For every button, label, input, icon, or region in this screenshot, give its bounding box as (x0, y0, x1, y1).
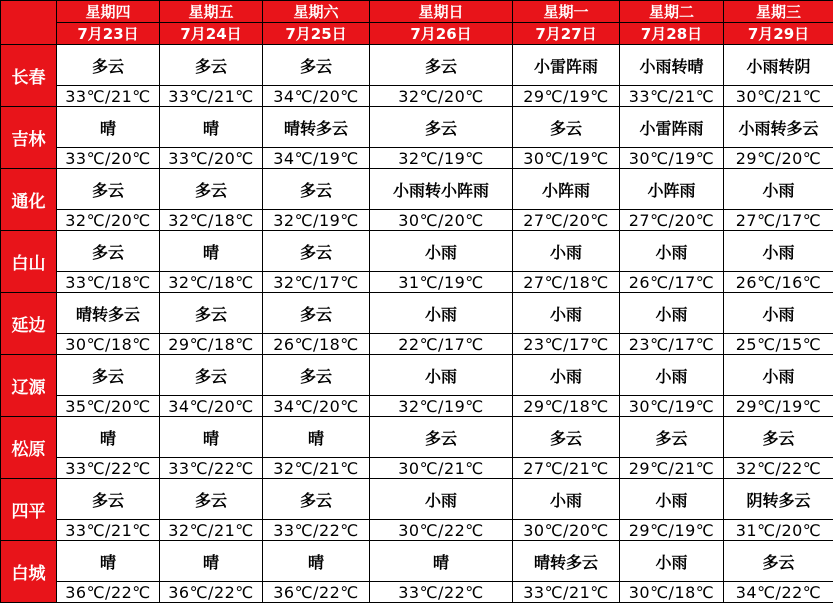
city-temp-row (1, 148, 833, 169)
temperature-cell: 33℃/21℃ (57, 86, 160, 107)
weather-cell: 多云 (160, 45, 263, 86)
city-name: 白山 (1, 231, 57, 293)
weather-cell: 小雨转晴 (620, 45, 724, 86)
temperature-cell: 33℃/20℃ (57, 148, 160, 169)
weather-cell: 多云 (724, 541, 833, 582)
temperature-cell: 32℃/18℃ (160, 210, 263, 231)
city-weather-row (1, 231, 833, 272)
weather-cell: 多云 (160, 293, 263, 334)
weather-cell: 晴 (160, 231, 263, 272)
temperature-cell: 27℃/18℃ (513, 272, 620, 293)
temperature-cell: 36℃/22℃ (160, 582, 263, 603)
city-temp-row (1, 272, 833, 293)
weather-cell: 小雨 (620, 541, 724, 582)
temperature-cell: 29℃/18℃ (513, 396, 620, 417)
temperature-cell: 34℃/22℃ (724, 582, 833, 603)
weekday-header: 星期六 (263, 1, 370, 23)
weather-cell: 阴转多云 (724, 479, 833, 520)
temperature-cell: 36℃/22℃ (263, 582, 370, 603)
weather-cell: 小雷阵雨 (513, 45, 620, 86)
city-name: 辽源 (1, 355, 57, 417)
weather-cell: 多云 (724, 417, 833, 458)
weather-cell: 小雨 (724, 355, 833, 396)
weather-cell: 晴转多云 (57, 293, 160, 334)
temperature-cell: 32℃/20℃ (370, 86, 513, 107)
weather-cell: 小阵雨 (513, 169, 620, 210)
weather-cell: 晴转多云 (513, 541, 620, 582)
city-weather-row (1, 541, 833, 582)
temperature-cell: 32℃/17℃ (263, 272, 370, 293)
temperature-cell: 29℃/21℃ (620, 458, 724, 479)
weekday-header: 星期五 (160, 1, 263, 23)
temperature-cell: 33℃/22℃ (370, 582, 513, 603)
temperature-cell: 31℃/20℃ (724, 520, 833, 541)
temperature-cell: 27℃/20℃ (620, 210, 724, 231)
temperature-cell: 27℃/17℃ (724, 210, 833, 231)
temperature-cell: 29℃/19℃ (513, 86, 620, 107)
weather-cell: 多云 (263, 169, 370, 210)
temperature-cell: 29℃/19℃ (620, 520, 724, 541)
city-temp-row (1, 458, 833, 479)
weather-cell: 晴 (263, 417, 370, 458)
weekday-header: 星期三 (724, 1, 833, 23)
weather-cell: 小雨 (620, 293, 724, 334)
weather-cell: 小雨 (724, 293, 833, 334)
temperature-cell: 33℃/21℃ (57, 520, 160, 541)
weather-cell: 小雨 (620, 231, 724, 272)
temperature-cell: 23℃/17℃ (513, 334, 620, 355)
temperature-cell: 33℃/21℃ (513, 582, 620, 603)
temperature-cell: 26℃/16℃ (724, 272, 833, 293)
weather-cell: 晴 (370, 541, 513, 582)
temperature-cell: 33℃/22℃ (263, 520, 370, 541)
temperature-cell: 30℃/21℃ (724, 86, 833, 107)
weather-cell: 多云 (263, 479, 370, 520)
city-temp-row (1, 520, 833, 541)
temperature-cell: 30℃/19℃ (513, 148, 620, 169)
weather-cell: 小雷阵雨 (620, 107, 724, 148)
city-name: 长春 (1, 45, 57, 107)
weather-cell: 多云 (263, 293, 370, 334)
temperature-cell: 22℃/17℃ (370, 334, 513, 355)
temperature-cell: 30℃/19℃ (620, 396, 724, 417)
temperature-cell: 30℃/20℃ (370, 210, 513, 231)
weekday-header-row (1, 1, 833, 23)
date-header: 7月23日 (57, 23, 160, 45)
city-temp-row (1, 210, 833, 231)
temperature-cell: 36℃/22℃ (57, 582, 160, 603)
temperature-cell: 27℃/20℃ (513, 210, 620, 231)
weather-cell: 小雨 (513, 355, 620, 396)
date-header: 7月29日 (724, 23, 833, 45)
weather-cell: 小雨 (724, 231, 833, 272)
city-name: 通化 (1, 169, 57, 231)
weather-cell: 晴 (57, 107, 160, 148)
weather-cell: 小雨 (513, 293, 620, 334)
weather-cell: 多云 (263, 231, 370, 272)
temperature-cell: 30℃/22℃ (370, 520, 513, 541)
date-header: 7月24日 (160, 23, 263, 45)
weather-cell: 晴 (263, 541, 370, 582)
temperature-cell: 30℃/20℃ (513, 520, 620, 541)
temperature-cell: 32℃/22℃ (724, 458, 833, 479)
temperature-cell: 26℃/18℃ (263, 334, 370, 355)
city-weather-row (1, 169, 833, 210)
temperature-cell: 30℃/18℃ (57, 334, 160, 355)
temperature-cell: 32℃/21℃ (160, 520, 263, 541)
weather-cell: 小雨 (370, 231, 513, 272)
weather-cell: 多云 (620, 417, 724, 458)
weather-cell: 多云 (57, 355, 160, 396)
temperature-cell: 33℃/21℃ (620, 86, 724, 107)
weekday-header: 星期日 (370, 1, 513, 23)
temperature-cell: 30℃/19℃ (620, 148, 724, 169)
weather-cell: 小阵雨 (620, 169, 724, 210)
weather-cell: 多云 (57, 45, 160, 86)
city-name: 吉林 (1, 107, 57, 169)
temperature-cell: 34℃/19℃ (263, 148, 370, 169)
temperature-cell: 33℃/22℃ (57, 458, 160, 479)
weather-cell: 多云 (513, 417, 620, 458)
weather-cell: 晴 (57, 541, 160, 582)
temperature-cell: 25℃/15℃ (724, 334, 833, 355)
temperature-cell: 29℃/18℃ (160, 334, 263, 355)
weather-cell: 多云 (160, 355, 263, 396)
temperature-cell: 33℃/22℃ (160, 458, 263, 479)
weather-cell: 小雨 (370, 293, 513, 334)
temperature-cell: 32℃/19℃ (370, 148, 513, 169)
city-weather-row (1, 355, 833, 396)
weather-cell: 多云 (263, 45, 370, 86)
weather-cell: 多云 (57, 231, 160, 272)
temperature-cell: 30℃/18℃ (620, 582, 724, 603)
weather-cell: 小雨 (724, 169, 833, 210)
forecast-body (1, 45, 833, 603)
header-corner-cell (1, 1, 57, 45)
temperature-cell: 34℃/20℃ (263, 86, 370, 107)
date-header: 7月26日 (370, 23, 513, 45)
weather-cell: 晴 (160, 417, 263, 458)
weather-cell: 小雨转多云 (724, 107, 833, 148)
city-name: 四平 (1, 479, 57, 541)
temperature-cell: 27℃/21℃ (513, 458, 620, 479)
weather-cell: 晴 (160, 107, 263, 148)
city-name: 松原 (1, 417, 57, 479)
weather-cell: 晴 (57, 417, 160, 458)
date-header: 7月27日 (513, 23, 620, 45)
weather-cell: 小雨 (370, 355, 513, 396)
city-temp-row (1, 86, 833, 107)
temperature-cell: 32℃/20℃ (57, 210, 160, 231)
temperature-cell: 32℃/19℃ (263, 210, 370, 231)
weather-cell: 多云 (160, 479, 263, 520)
weather-cell: 小雨 (513, 479, 620, 520)
weather-cell: 小雨 (513, 231, 620, 272)
weather-cell: 多云 (370, 45, 513, 86)
city-weather-row (1, 417, 833, 458)
temperature-cell: 34℃/20℃ (160, 396, 263, 417)
temperature-cell: 26℃/17℃ (620, 272, 724, 293)
temperature-cell: 31℃/19℃ (370, 272, 513, 293)
weather-cell: 小雨 (620, 355, 724, 396)
weather-cell: 多云 (263, 355, 370, 396)
weather-cell: 晴 (160, 541, 263, 582)
weather-cell: 小雨 (620, 479, 724, 520)
temperature-cell: 35℃/20℃ (57, 396, 160, 417)
weather-cell: 小雨转阴 (724, 45, 833, 86)
city-name: 白城 (1, 541, 57, 603)
weather-cell: 小雨 (370, 479, 513, 520)
weather-cell: 多云 (370, 107, 513, 148)
weather-cell: 小雨转小阵雨 (370, 169, 513, 210)
weather-cell: 多云 (370, 417, 513, 458)
weekday-header: 星期一 (513, 1, 620, 23)
temperature-cell: 30℃/21℃ (370, 458, 513, 479)
date-header: 7月28日 (620, 23, 724, 45)
weather-cell: 多云 (57, 479, 160, 520)
temperature-cell: 32℃/19℃ (370, 396, 513, 417)
city-temp-row (1, 334, 833, 355)
temperature-cell: 33℃/18℃ (57, 272, 160, 293)
temperature-cell: 34℃/20℃ (263, 396, 370, 417)
weekday-header: 星期二 (620, 1, 724, 23)
city-weather-row (1, 45, 833, 86)
temperature-cell: 32℃/21℃ (263, 458, 370, 479)
temperature-cell: 23℃/17℃ (620, 334, 724, 355)
temperature-cell: 29℃/20℃ (724, 148, 833, 169)
temperature-cell: 29℃/19℃ (724, 396, 833, 417)
city-temp-row (1, 582, 833, 603)
temperature-cell: 33℃/21℃ (160, 86, 263, 107)
city-weather-row (1, 293, 833, 334)
city-weather-row (1, 107, 833, 148)
city-weather-row (1, 479, 833, 520)
temperature-cell: 33℃/20℃ (160, 148, 263, 169)
weather-cell: 多云 (57, 169, 160, 210)
weather-cell: 多云 (513, 107, 620, 148)
weather-cell: 多云 (160, 169, 263, 210)
date-header-row (1, 23, 833, 45)
city-name: 延边 (1, 293, 57, 355)
city-temp-row (1, 396, 833, 417)
weather-cell: 晴转多云 (263, 107, 370, 148)
temperature-cell: 32℃/18℃ (160, 272, 263, 293)
weekday-header: 星期四 (57, 1, 160, 23)
date-header: 7月25日 (263, 23, 370, 45)
